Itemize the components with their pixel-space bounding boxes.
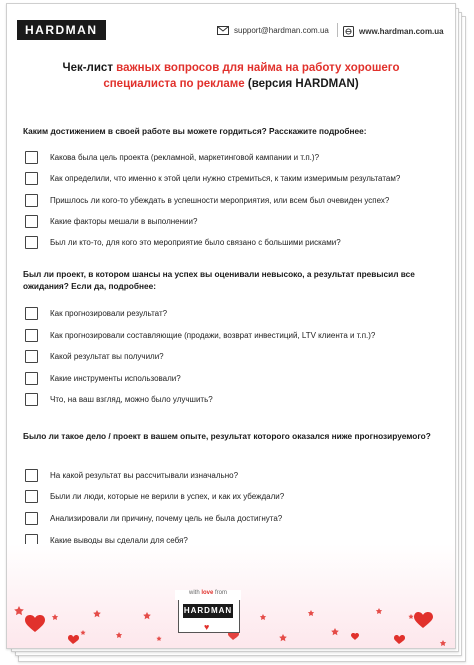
checkbox-icon[interactable] [25,469,38,482]
item-label: Как прогнозировали составляющие (продажи, возврат инвестиций, LTV клиента и т.п.)? [50,330,376,340]
envelope-icon [217,26,229,35]
star-icon [331,628,339,635]
checkbox-icon[interactable] [25,215,38,228]
star-icon [260,614,266,620]
checkbox-icon[interactable] [25,393,38,406]
checkbox-icon[interactable] [25,329,38,342]
checklist-item[interactable] [25,489,435,503]
star-icon [52,614,58,620]
star-icon [308,610,314,616]
item-label: Какие инструменты использовали? [50,373,181,383]
star-icon [156,636,161,641]
checkbox-icon[interactable] [25,372,38,385]
checkbox-icon[interactable] [25,490,38,503]
checklist-item[interactable] [25,328,435,342]
support-email-text: support@hardman.com.ua [234,26,329,35]
header-divider [337,23,338,37]
item-label: Анализировали ли причину, почему цель не была достигнута? [50,513,283,523]
footer-hardman-logo: HARDMAN [183,604,233,618]
from-text: from [213,590,228,596]
checkbox-icon[interactable] [25,172,38,185]
heart-icon [25,615,45,632]
checkbox-icon[interactable] [25,236,38,249]
section-2-title: Был ли проект, в котором шансы на успех вы оценивали невысоко, а результат превысил все ожидания? Если да, подробнее: [23,269,415,291]
checklist-item[interactable] [25,235,435,249]
item-label: Как прогнозировали результат? [50,308,168,318]
item-label: Был ли кто-то, для кого это мероприятие было связано с большими рисками? [50,237,341,247]
checkbox-icon[interactable] [25,194,38,207]
checklist-item[interactable] [25,150,435,164]
support-email[interactable] [217,26,329,35]
section-3-title: Было ли такое дело / проект в вашем опыте, результат которого оказался ниже прогнозируемого? [23,431,431,441]
checkbox-icon[interactable] [25,307,38,320]
website-link[interactable] [343,26,444,37]
with-text: with [188,590,202,596]
checklist-item[interactable] [25,306,435,320]
checklist-item[interactable] [25,511,435,525]
checklist-item[interactable] [25,371,435,385]
with-love-caption [175,590,241,600]
globe-icon [343,26,354,37]
love-text: love [201,590,214,596]
item-label: Пришлось ли кого-то убеждать в успешности мероприятия, или всем был очевиден успех? [50,195,390,205]
star-icon [279,634,287,641]
website-text: www.hardman.com.ua [359,27,444,36]
item-label: Какова была цель проекта (рекламной, маркетинговой кампании и т.п.)? [50,152,320,162]
checklist-item[interactable] [25,468,435,482]
heart-icon [68,635,79,644]
checkbox-icon[interactable] [25,151,38,164]
checkbox-icon[interactable] [25,512,38,525]
star-icon [116,632,122,638]
checklist-item[interactable] [25,392,435,406]
checkbox-icon[interactable] [25,350,38,363]
heart-icon [351,633,359,640]
item-label: Какие выводы вы сделали для себя? [50,535,188,545]
page-footer [7,544,455,648]
star-icon [376,608,382,614]
hardman-logo: HARDMAN [17,20,106,40]
star-icon [143,612,151,619]
item-label: Какие факторы мешали в выполнении? [50,216,198,226]
star-icon [440,640,446,646]
title-highlight: важных вопросов для найма на работу хорошего специалиста по рекламе [103,62,400,90]
title-part-2: (версия HARDMAN) [244,78,359,90]
item-label: Как определили, что именно к этой цели нужно стремиться, к таким измеримым результатам? [50,173,401,183]
item-label: На какой результат вы рассчитывали изначально? [50,470,239,480]
star-icon [80,630,85,635]
star-icon [14,606,24,615]
page-title [37,60,425,92]
title-part-1: Чек-лист [62,62,117,74]
heart-icon [414,612,433,628]
checklist-item[interactable] [25,193,435,207]
section-1-title: Каким достижением в своей работе вы можете гордиться? Расскажите подробнее: [23,126,367,136]
heart-icon [394,635,405,644]
checklist-item[interactable] [25,171,435,185]
star-icon [93,610,101,617]
heart-icon: ♥ [204,622,210,632]
item-label: Какой результат вы получили? [50,351,164,361]
checklist-item[interactable] [25,214,435,228]
item-label: Были ли люди, которые не верили в успех, и как их убеждали? [50,491,285,501]
item-label: Что, на ваш взгляд, можно было улучшить? [50,394,213,404]
page-header [7,4,455,44]
star-icon [408,614,413,619]
checklist-item[interactable] [25,349,435,363]
checklist-page [6,3,456,649]
